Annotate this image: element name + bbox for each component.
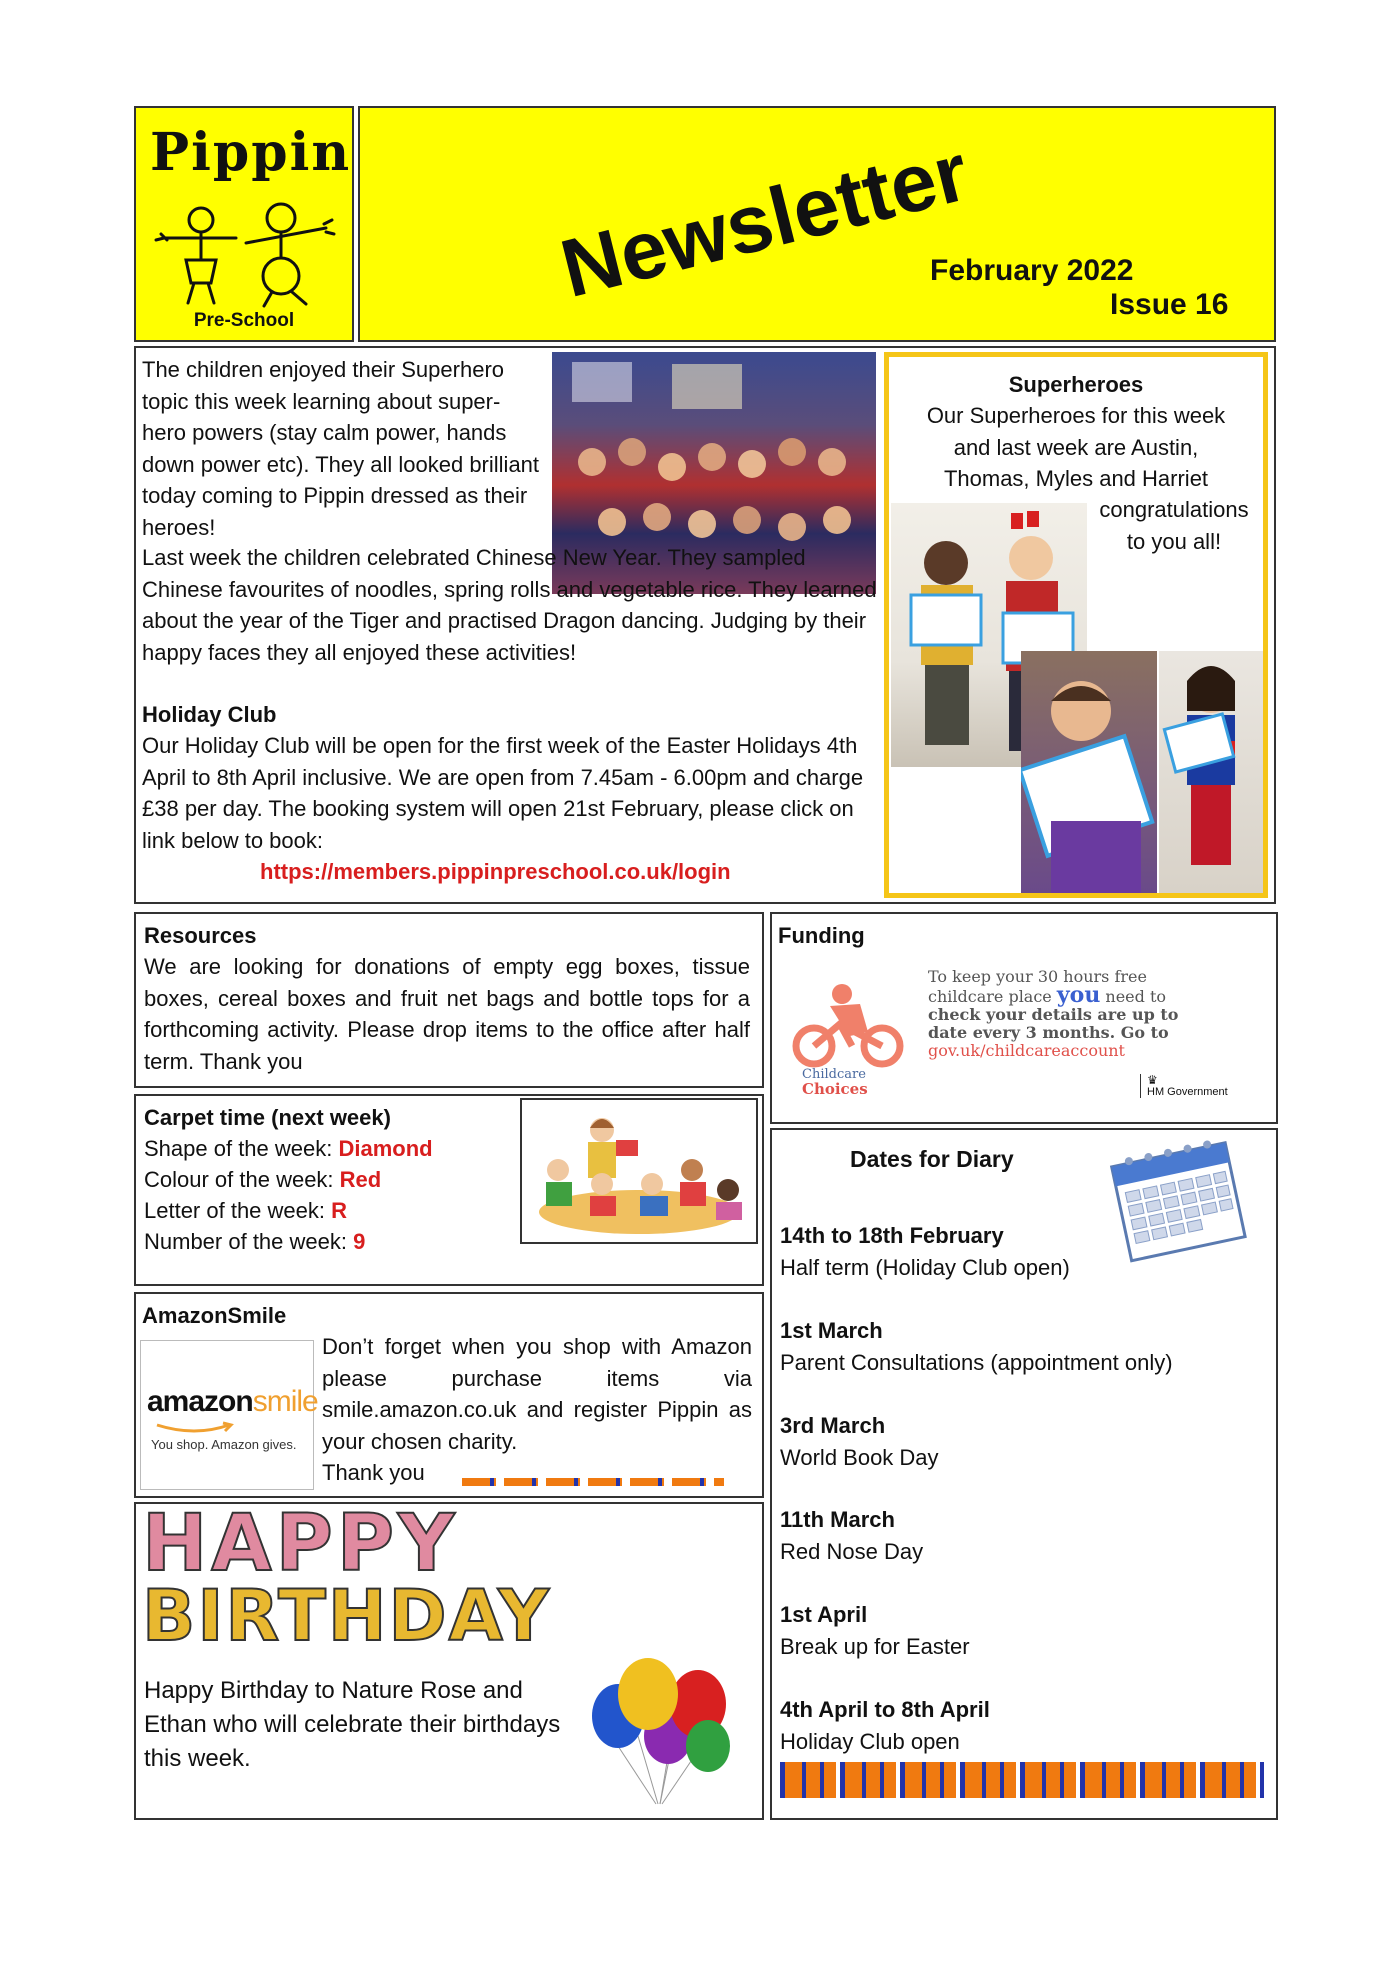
diary-section	[770, 1128, 1278, 1820]
carpet-shape-line	[144, 1133, 433, 1165]
diary-date: 1st April	[780, 1602, 868, 1627]
funding-you: you	[1056, 982, 1101, 1008]
diary-event: Break up for Easter	[780, 1633, 970, 1659]
carpet-time-section	[134, 1094, 764, 1286]
diary-date: 14th to 18th February	[780, 1223, 1004, 1248]
superheroes-text: Our Superheroes for this week and last week are Austin, Thomas, Myles and Harriet	[926, 403, 1226, 491]
balloons-illustration	[578, 1656, 748, 1806]
amazon-decorative-stripe	[462, 1478, 724, 1486]
diary-event: Red Nose Day	[780, 1538, 924, 1564]
myles-photo	[1021, 651, 1157, 893]
funding-brand-line-1: Childcare	[802, 1067, 866, 1082]
amazon-logo-text: amazon	[147, 1385, 253, 1418]
funding-link: gov.uk/childcareaccount	[928, 1041, 1125, 1060]
amazon-text: Don’t forget when you shop with Amazon please purchase items via smile.amazon.co.uk and register Pippin as your chosen charity.	[322, 1334, 752, 1454]
funding-line-2	[928, 982, 1268, 1008]
carpet-number-line	[144, 1226, 365, 1258]
diary-event: Half term (Holiday Club open)	[780, 1254, 1070, 1280]
amazon-thanks: Thank you	[322, 1460, 425, 1485]
intro-section	[134, 346, 1276, 904]
colour-value: Red	[339, 1167, 382, 1192]
happy-banner: HAPPY	[142, 1499, 459, 1589]
amazon-smile-arrow-icon	[155, 1421, 235, 1435]
diary-date: 1st March	[780, 1318, 883, 1343]
hm-government-logo	[1140, 1074, 1228, 1098]
amazon-logo-wordmark	[147, 1385, 318, 1419]
colour-label: Colour of the week:	[144, 1167, 340, 1192]
diary-date: 11th March	[780, 1507, 895, 1532]
diary-date: 4th April to 8th April	[780, 1697, 990, 1722]
diary-item	[780, 1410, 1270, 1473]
diary-item	[780, 1694, 1270, 1757]
funding-line-3: check your details are up to	[928, 1005, 1179, 1024]
resources-text: We are looking for donations of empty egg boxes, tissue boxes, cereal boxes and fruit net bags and bottle tops for a forthcoming activity. Please drop items to the office after half term. Thank you	[144, 954, 750, 1074]
superheroes-heading: Superheroes	[1008, 372, 1144, 397]
shape-value: Diamond	[338, 1136, 433, 1161]
amazon-smile-section	[134, 1292, 764, 1498]
carpet-heading: Carpet time (next week)	[144, 1105, 391, 1130]
diary-item	[780, 1504, 1270, 1567]
birthday-banner: BIRTHDAY	[142, 1575, 551, 1657]
intro-paragraph-1: The children enjoyed their Superhero topic this week learning about super-hero powers (stay calm power, hands down power etc). They all looked brilliant today coming to Pippin dressed as their heroes!	[142, 357, 540, 540]
logo-title: Pippin	[150, 122, 352, 183]
logo-box	[134, 106, 354, 342]
funding-heading: Funding	[778, 923, 865, 948]
funding-message	[928, 968, 1268, 1060]
resources-heading: Resources	[144, 923, 257, 948]
diary-decorative-stripe	[780, 1762, 1264, 1798]
amazon-smile-logo	[140, 1340, 318, 1490]
funding-brand	[802, 1068, 868, 1096]
booking-link[interactable]: https://members.pippinpreschool.co.uk/login	[260, 859, 731, 884]
diary-item	[780, 1599, 1270, 1662]
issue-number: Issue 16	[1110, 288, 1229, 321]
harriet-photo	[1159, 651, 1263, 893]
logo-subtitle: Pre-School	[193, 310, 295, 331]
letter-value: R	[331, 1198, 347, 1223]
diary-event: World Book Day	[780, 1444, 939, 1470]
holiday-club-heading: Holiday Club	[142, 702, 277, 727]
issue-date: February 2022	[930, 254, 1134, 287]
hm-government-text: HM Government	[1147, 1086, 1228, 1098]
newsletter-title: Newsletter	[552, 126, 977, 316]
diary-date: 3rd March	[780, 1413, 886, 1438]
diary-item	[780, 1220, 1270, 1283]
funding-section	[770, 912, 1278, 1124]
smile-logo-text: smile	[252, 1385, 318, 1418]
carpet-time-illustration	[520, 1098, 758, 1244]
number-label: Number of the week:	[144, 1229, 354, 1254]
shape-label: Shape of the week:	[144, 1136, 339, 1161]
title-box	[358, 106, 1276, 342]
carpet-letter-line	[144, 1195, 347, 1227]
carpet-colour-line	[144, 1164, 381, 1196]
superheroes-congrats: congratulations to you all!	[1099, 497, 1249, 554]
stick-figures-illustration	[146, 198, 346, 308]
funding-line-1: To keep your 30 hours free	[928, 967, 1147, 986]
funding-brand-line-2: Choices	[802, 1080, 868, 1098]
letter-label: Letter of the week:	[144, 1198, 332, 1223]
superheroes-panel	[884, 352, 1268, 898]
amazon-heading: AmazonSmile	[142, 1303, 287, 1328]
funding-line-2a: childcare place	[928, 987, 1057, 1006]
birthday-section	[134, 1499, 764, 1820]
intro-paragraph-2	[142, 542, 878, 668]
number-value: 9	[353, 1229, 366, 1254]
diary-heading: Dates for Diary	[850, 1146, 1014, 1172]
bicycle-icon	[790, 974, 910, 1074]
diary-event: Parent Consultations (appointment only)	[780, 1349, 1173, 1375]
intro-p2-text: Last week the children celebrated Chinese New Year. They sampled Chinese favourites of noodles, spring rolls and vegetable rice. They learned about the year of the Tiger and practised Dragon dancing. Judging by their happy faces they all enjoyed these activities!	[142, 545, 877, 665]
holiday-club-text: Our Holiday Club will be open for the first week of the Easter Holidays 4th April to 8th April inclusive. We are open from 7.45am - 6.00pm and charge £38 per day. The booking system will open 21st February, please click on link below to book:	[142, 733, 864, 853]
resources-section	[134, 912, 764, 1088]
funding-line-2c: need to	[1100, 987, 1167, 1006]
crest-icon: ♛	[1147, 1073, 1158, 1087]
amazon-logo-tagline: You shop. Amazon gives.	[151, 1437, 297, 1452]
diary-event: Holiday Club open	[780, 1728, 960, 1754]
diary-item	[780, 1315, 1270, 1378]
birthday-text: Happy Birthday to Nature Rose and Ethan who will celebrate their birthdays this week.	[144, 1677, 561, 1772]
funding-line-4: date every 3 months. Go to	[928, 1023, 1169, 1042]
